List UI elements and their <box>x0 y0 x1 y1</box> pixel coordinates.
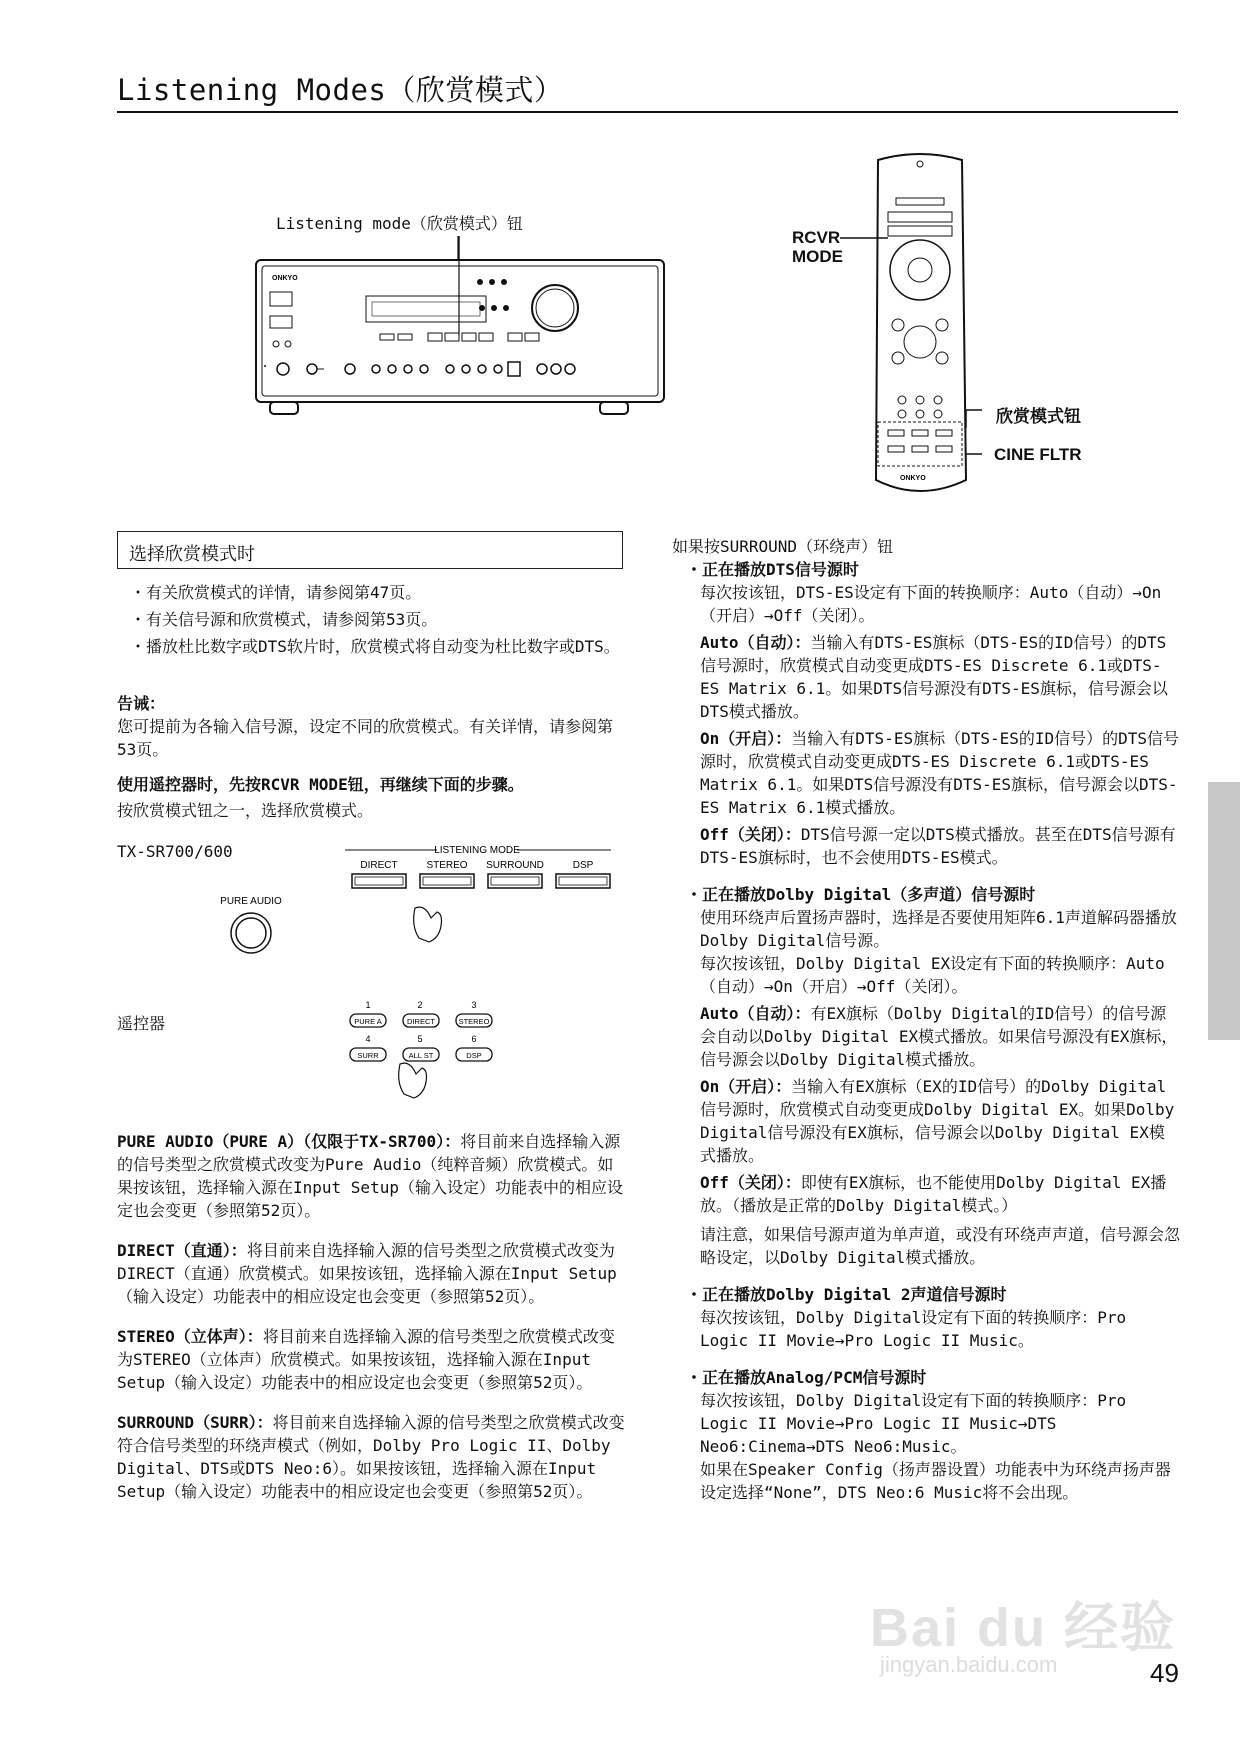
analog-title: ・正在播放Analog/PCM信号源时 <box>686 1368 927 1387</box>
dts-intro: 每次按该钮，DTS-ES设定有下面的转换顺序：Auto（自动）→On（开启）→Off（关闭）。 <box>700 583 1162 625</box>
front-button-label: SURROUND <box>486 860 544 871</box>
remote-number: 6 <box>471 1034 477 1044</box>
remote-listening-buttons <box>340 996 510 1106</box>
cine-fltr-label: CINE FLTR <box>994 445 1082 464</box>
remote-button-label: PURE A <box>354 1017 382 1026</box>
model-label: TX-SR700/600 <box>117 842 233 861</box>
list-item: ・播放杜比数字或DTS软片时，欣赏模式将自动变为杜比数字或DTS。 <box>130 637 620 656</box>
dts-on: On（开启）：当输入有DTS-ES旗标（DTS-ES的ID信号）的DTS信号源时，欣赏模式自动变更成DTS-ES Discrete 6.1或DTS-ES Matrix 6.1。如果DTS信号源没有DTS-ES旗标，信号源会以DTS-ES Matrix 6.1模式播放。 <box>700 729 1180 817</box>
remote-note: 使用遥控器时，先按RCVR MODE钮，再继续下面的步骤。 <box>117 775 524 794</box>
tip-block <box>117 692 629 822</box>
dolby-note: 请注意，如果信号源声道为单声道，或没有环绕声声道，信号源会忽略设定，以Dolby Digital模式播放。 <box>700 1225 1181 1267</box>
remote-number: 4 <box>365 1034 371 1044</box>
dd2-title: ・正在播放Dolby Digital 2声道信号源时 <box>686 1285 1007 1304</box>
remote-number: 1 <box>365 1000 371 1010</box>
title-rule <box>117 111 1178 113</box>
remote-button-label: DIRECT <box>407 1017 435 1026</box>
remote-label: 遥控器 <box>117 1014 166 1033</box>
remote-number: 5 <box>417 1034 423 1044</box>
listening-mode-button-label: 欣赏模式钮 <box>996 407 1081 427</box>
tip-text: 您可提前为各输入信号源，设定不同的欣赏模式。有关详情，请参阅第53页。 <box>117 717 614 759</box>
list-item: ・有关欣赏模式的详情，请参阅第47页。 <box>130 583 422 602</box>
watermark: Bai du 经验 <box>870 1598 1177 1658</box>
dolby-intro1: 使用环绕声后置扬声器时，选择是否要使用矩阵6.1声道解码器播放Dolby Digital信号源。 <box>700 908 1177 950</box>
remote-button-label: SURR <box>357 1051 379 1060</box>
dts-title: ・正在播放DTS信号源时 <box>686 560 859 579</box>
receiver-brand: ONKYO <box>272 275 298 282</box>
rcvr-mode-label: RCVR MODE <box>792 228 843 266</box>
page-number: 49 <box>1150 1658 1179 1688</box>
dsp-button <box>556 874 610 888</box>
dts-off: Off（关闭）：DTS信号源一定以DTS模式播放。甚至在DTS信号源有DTS-ES旗标时，也不会使用DTS-ES模式。 <box>700 825 1176 867</box>
remote-number: 2 <box>417 1000 423 1010</box>
mode-description: DIRECT（直通）：将目前来自选择输入源的信号类型之欣赏模式改变为DIRECT（直通）欣赏模式。如果按该钮，选择输入源在Input Setup（输入设定）功能表中的相应设定也会变更（参照第52页）。 <box>117 1241 617 1306</box>
surround-section <box>672 535 1180 1504</box>
tip-title: 告诫： <box>117 694 166 713</box>
section-title: 选择欣赏模式时 <box>129 544 255 565</box>
side-tab <box>1208 782 1240 1040</box>
mode-descriptions <box>117 1130 629 1520</box>
bullet-list <box>130 581 630 662</box>
section-title-box <box>117 531 623 569</box>
surround-heading: 如果按SURROUND（环绕声）钮 <box>672 537 894 556</box>
stereo-button <box>420 874 474 888</box>
remote-callout-lines <box>840 228 1000 468</box>
dolby-intro2: 每次按该钮，Dolby Digital EX设定有下面的转换顺序：Auto（自动）→On（开启）→Off（关闭）。 <box>700 954 1165 996</box>
front-button-label: DIRECT <box>360 860 398 871</box>
receiver-button-label: Listening mode（欣赏模式）钮 <box>276 214 523 233</box>
mode-description: PURE AUDIO（PURE A）（仅限于TX-SR700）：将目前来自选择输入源的信号类型之欣赏模式改变为Pure Audio（纯粹音频）欣赏模式。如果按该钮，选择输入源在Input Setup（输入设定）功能表中的相应设定也会变更（参照第52页）。 <box>117 1132 623 1220</box>
front-listening-buttons <box>215 838 615 978</box>
hand-icon <box>414 907 442 942</box>
mode-description: SURROUND（SURR）：将目前来自选择输入源的信号类型之欣赏模式改变符合信号类型的环绕声模式（例如，Dolby Pro Logic II、Dolby Digital、DTS或DTS Neo:6）。如果按该钮，选择输入源在Input Setup（输入设定）功能表中的相应设定也会变更（参照第52页）。 <box>117 1413 625 1501</box>
front-button-label: DSP <box>572 860 594 871</box>
remote-button-label: STEREO <box>458 1017 490 1026</box>
front-button-label: STEREO <box>426 860 468 871</box>
mode-description: STEREO（立体声）：将目前来自选择输入源的信号类型之欣赏模式改变为STEREO（立体声）欣赏模式。如果按该钮，选择输入源在Input Setup（输入设定）功能表中的相应设定也会变更（参照第52页）。 <box>117 1327 615 1392</box>
receiver-illustration <box>250 236 670 426</box>
listening-mode-header: LISTENING MODE <box>434 845 520 856</box>
dolby-auto: Auto（自动）：有EX旗标（Dolby Digital的ID信号）的信号源会自动以Dolby Digital EX模式播放。如果信号源没有EX旗标，信号源会以Dolby Digital模式播放。 <box>700 1004 1178 1069</box>
analog-text: 每次按该钮，Dolby Digital设定有下面的转换顺序：Pro Logic II Movie→Pro Logic II Music→DTS Neo6:Cinema→DTS Neo6:Music。 <box>700 1391 1127 1456</box>
remote-brand: ONKYO <box>900 475 926 482</box>
dd2-text: 每次按该钮，Dolby Digital设定有下面的转换顺序：Pro Logic II Movie→Pro Logic II Music。 <box>700 1308 1127 1350</box>
remote-button-label: DSP <box>466 1051 482 1060</box>
direct-button <box>352 874 406 888</box>
hand-icon <box>399 1063 427 1098</box>
remote-button-label: ALL ST <box>408 1051 434 1060</box>
pure-audio-label: PURE AUDIO <box>220 896 282 907</box>
list-item: ・有关信号源和欣赏模式，请参阅第53页。 <box>130 610 438 629</box>
instruction: 按欣赏模式钮之一，选择欣赏模式。 <box>117 801 374 820</box>
dts-auto: Auto（自动）：当输入有DTS-ES旗标（DTS-ES的ID信号）的DTS信号源时，欣赏模式自动变更成DTS-ES Discrete 6.1或DTS-ES Matrix 6.1。如果DTS信号源没有DTS-ES旗标，信号源会以DTS模式播放。 <box>700 633 1168 721</box>
dolby-off: Off（关闭）：即使有EX旗标，也不能使用Dolby Digital EX播放。（播放是正常的Dolby Digital模式。） <box>700 1173 1167 1215</box>
remote-number: 3 <box>471 1000 477 1010</box>
dolby-on: On（开启）：当输入有EX旗标（EX的ID信号）的Dolby Digital信号源时，欣赏模式自动变更成Dolby Digital EX。如果Dolby Digital信号源没有EX旗标，信号源会以Dolby Digital EX模式播放。 <box>700 1077 1175 1165</box>
dolby-title: ・正在播放Dolby Digital（多声道）信号源时 <box>686 885 1036 904</box>
watermark-url: jingyan.baidu.com <box>880 1652 1058 1677</box>
analog-note: 如果在Speaker Config（扬声器设置）功能表中为环绕声扬声器设定选择“None”，DTS Neo:6 Music将不会出现。 <box>700 1460 1171 1502</box>
surround-button <box>488 874 542 888</box>
page-title: Listening Modes（欣赏模式） <box>117 73 564 107</box>
